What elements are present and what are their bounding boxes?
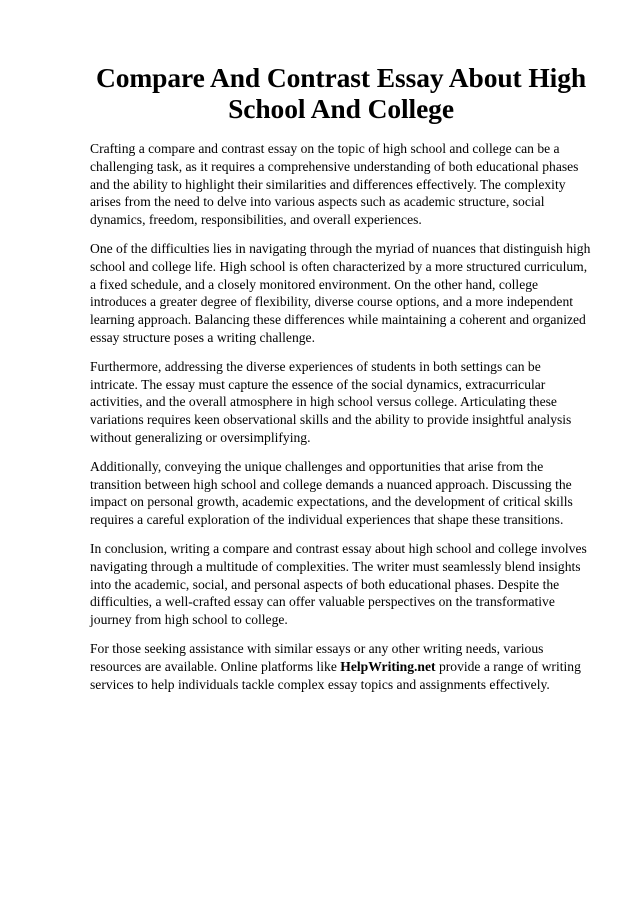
paragraph-resources [90, 640, 592, 693]
paragraph-intro: Crafting a compare and contrast essay on the topic of high school and college can be a challenging task, as it requires a comprehensive understanding of both educational phases and the ability to highlight their similarities and differences effectively. The complexity arises from the need to delve into various aspects such as academic structure, social dynamics, freedom, responsibilities, and overall experiences. [90, 141, 579, 228]
paragraph-transition: Additionally, conveying the unique challenges and opportunities that arise from the transition between high school and college demands a nuanced approach. Discussing the impact on personal growth, academic expectations, and the development of critical skills requires a careful exploration of the individual experiences that shape these transitions. [90, 458, 573, 528]
resources-text-after: provide a range of writing services to help individuals tackle complex essay topics and assignments effectively. [90, 658, 581, 692]
paragraph-experiences: Furthermore, addressing the diverse experiences of students in both settings can be intricate. The essay must capture the essence of the social dynamics, extracurricular activities, and the overall atmosphere in high school versus college. Articulating these variations requires keen observational skills and the ability to provide insightful analysis without generalizing or oversimplifying. [90, 358, 572, 445]
resources-text-before: For those seeking assistance with similar essays or any other writing needs, various resources are available. Online platforms like [90, 640, 544, 674]
paragraph-conclusion: In conclusion, writing a compare and contrast essay about high school and college involves navigating through a multitude of complexities. The writer must seamlessly blend insights into the academic, social, and personal aspects of both educational phases. Despite the difficulties, a well-crafted essay can offer valuable perspectives on the transformative journey from high school to college. [90, 540, 587, 628]
paragraph-difficulties: One of the difficulties lies in navigating through the myriad of nuances that distinguish high school and college life. High school is often characterized by a more structured curriculum, a fixed schedule, and a closely monitored environment. On the other hand, college introduces a greater degree of flexibility, diverse course options, and a more independent learning approach. Balancing these differences while maintaining a coherent and organized essay structure poses a writing challenge. [90, 240, 591, 345]
document-title: Compare And Contrast Essay About High School And College [95, 62, 587, 124]
helpwriting-link[interactable]: HelpWriting.net [340, 658, 436, 674]
